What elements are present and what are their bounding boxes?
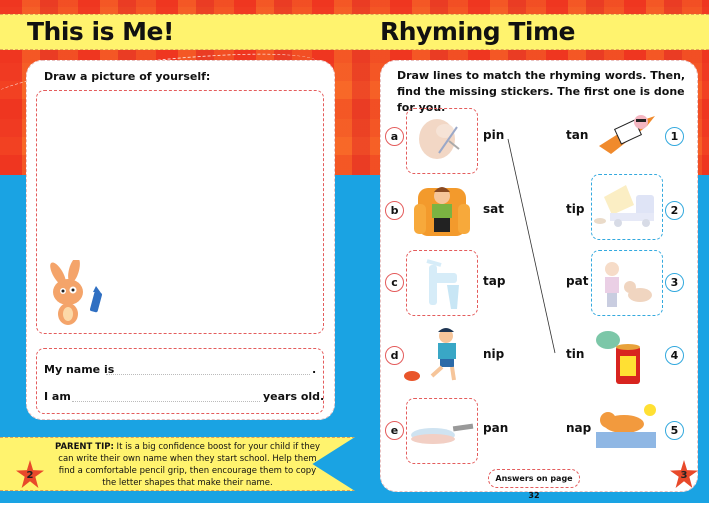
number-circle-4: 4 xyxy=(665,346,684,365)
tin-can-icon xyxy=(594,330,644,386)
word-tip: tip xyxy=(566,202,585,216)
number-circle-2: 2 xyxy=(665,201,684,220)
age-input-line[interactable] xyxy=(72,401,260,402)
word-tap: tap xyxy=(483,274,506,288)
picture-box-a xyxy=(406,108,478,174)
letter-circle-b: b xyxy=(385,201,404,220)
answers-note: Answers on page 32 xyxy=(488,469,580,488)
bunny-with-pencil-icon xyxy=(40,260,110,330)
picture-box-e xyxy=(406,398,478,464)
draw-prompt: Draw a picture of yourself: xyxy=(44,70,211,83)
letter-circle-c: c xyxy=(385,273,404,292)
girl-patting-dog-icon xyxy=(592,251,662,315)
word-sat: sat xyxy=(483,202,504,216)
age-label: I am xyxy=(44,390,71,403)
number-circle-1: 1 xyxy=(665,127,684,146)
number-circle-5: 5 xyxy=(665,421,684,440)
word-tan: tan xyxy=(566,128,589,142)
hedgehog-with-pin-icon xyxy=(407,109,477,173)
water-tap-icon xyxy=(407,251,477,315)
name-label: My name is xyxy=(44,363,115,376)
match-line xyxy=(500,135,560,360)
right-page-number: 3 xyxy=(680,470,688,481)
age-line-end: years old. xyxy=(263,390,325,403)
sticker-box-2[interactable] xyxy=(591,174,663,240)
word-tin: tin xyxy=(566,347,585,361)
cat-napping-icon xyxy=(594,402,660,450)
picture-box-c xyxy=(406,250,478,316)
word-pat: pat xyxy=(566,274,589,288)
name-input-line[interactable] xyxy=(106,374,310,375)
left-page-title: This is Me! xyxy=(27,17,174,46)
number-circle-3: 3 xyxy=(665,273,684,292)
parent-tip-text xyxy=(55,441,320,489)
parent-tip-label: PARENT TIP: xyxy=(55,442,114,452)
zebra-sunbathing-icon xyxy=(597,112,657,157)
frying-pan-icon xyxy=(407,399,477,463)
word-nap: nap xyxy=(566,421,592,435)
parent-tip-body: It is a big confidence boost for your child if they can write their own name when they start school. Help them find a comfortable pencil grip, then encourage them to copy the letter shapes that make their name. xyxy=(58,442,320,488)
letter-circle-d: d xyxy=(385,346,404,365)
word-pan: pan xyxy=(483,421,509,435)
crab-nipping-boy-icon xyxy=(400,326,475,386)
letter-circle-a: a xyxy=(385,127,404,146)
sticker-box-3[interactable] xyxy=(591,250,663,316)
left-page-number: 2 xyxy=(26,470,34,481)
letter-circle-e: e xyxy=(385,421,404,440)
instructions: Draw lines to match the rhyming words. Then, find the missing stickers. The first one is done for you. xyxy=(397,69,686,114)
name-line-end: . xyxy=(312,363,317,376)
word-nip: nip xyxy=(483,347,505,361)
tipper-truck-icon xyxy=(592,175,662,239)
name-age-box xyxy=(36,348,324,414)
boy-in-armchair-icon xyxy=(414,178,470,242)
word-pin: pin xyxy=(483,128,505,142)
right-page-title: Rhyming Time xyxy=(380,17,575,46)
